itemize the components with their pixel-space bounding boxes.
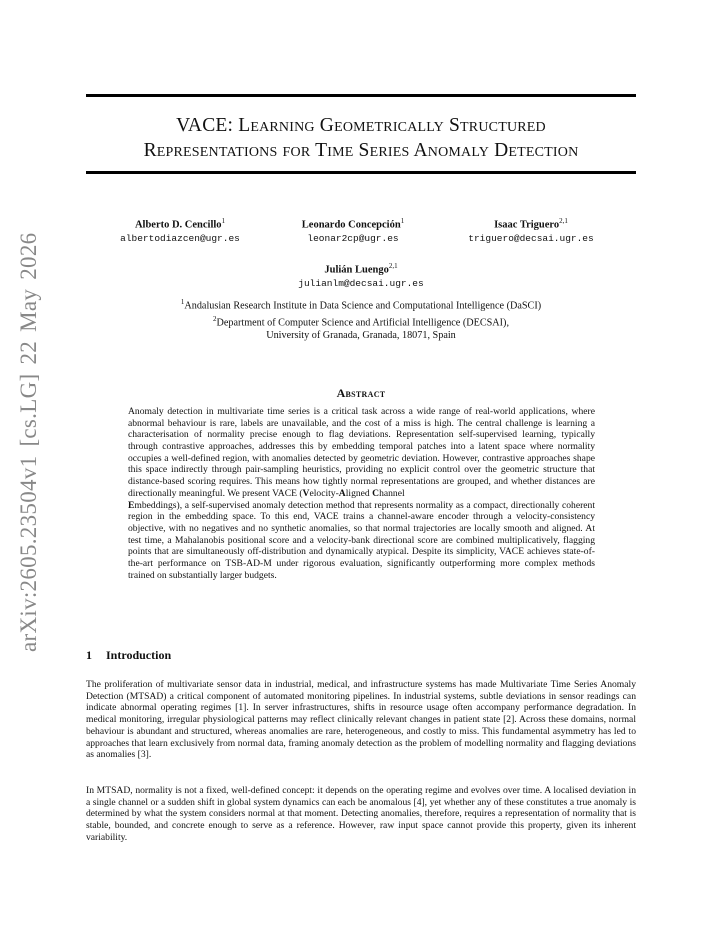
affiliation-3: University of Granada, Granada, 18071, Spain bbox=[266, 329, 456, 341]
title-top-rule bbox=[86, 94, 636, 97]
abstract-body: Anomaly detection in multivariate time series is a critical task across a wide range of real-world applications, where abnormal behaviour is rare, labels are unavailable, and the cost of a miss is high. The central challenge is learning a characterisation of normality precise enough to flag deviations. Representation self-supervised learning, typically through contrastive approaches, addresses this by embedding temporal patches into a latent space where normality occupies a well-defined region, with anomalies detected by geometric deviation. However, contrastive approaches shape this space indirectly through pair-sampling heuristics, providing no explicit control over the geometric structure that distance-based scoring requires. This means how tightly normal representations are grouped, and whether distances are directionally meaningful. We present VACE (Velocity-Aligned Channel Embeddings), a self-supervised anomaly detection method that represents normality as a compact, directionally coherent region in the embedding space. To this end, VACE trains a channel-aware encoder through a velocity-consistency objective, with no negatives and no synthetic anomalies, so that normal trajectories are locally smooth and aligned. At test time, a Mahalanobis positional score and a velocity-bank directional score are combined multiplicatively, flagging points that are simultaneously off-distribution and dynamically atypical. Despite its simplicity, VACE achieves state-of-the-art performance on TSB-AD-M under rigorous evaluation, significantly outperforming more complex methods trained on substantially larger budgets. bbox=[128, 406, 595, 581]
author-name: Leonardo Concepción bbox=[301, 219, 401, 231]
author-email: albertodiazcen@ugr.es bbox=[120, 232, 240, 244]
author-name: Alberto D. Cencillo bbox=[134, 219, 222, 231]
author-4 bbox=[281, 260, 441, 290]
body-paragraph: The proliferation of multivariate sensor data in industrial, medical, and infrastructure systems has made Multivariate Time Series Anomaly Detection (MTSAD) a critical component of automated monitoring pipelines. In industrial systems, subtle deviations in sensor readings can indicate abnormal operating regimes [1]. In server infrastructures, shifts in resource usage often accompany performance degradation. In medical monitoring, irregular physiological patterns may reflect clinically relevant changes in patient state [2]. Across these domains, normal behaviour is abundant and structured, whereas anomalies are rare, heterogeneous, and costly to miss. This fundamental asymmetry has led to approaches that learn exclusively from normal data, framing anomaly detection as the problem of modelling normality and flagging deviations as anomalies [3]. bbox=[86, 679, 636, 761]
author-3 bbox=[456, 215, 606, 245]
author-email: julianlm@decsai.ugr.es bbox=[298, 277, 424, 289]
affiliations bbox=[86, 296, 636, 342]
section-title: Introduction bbox=[106, 648, 172, 662]
title-line-2: Representations for Time Series Anomaly Detection bbox=[143, 140, 579, 161]
affiliation-2: $^2$Department of Computer Science and Artificial Intelligence (DECSAI), bbox=[212, 314, 509, 329]
affiliation-1: $^1$Andalusian Research Institute in Data Science and Computational Intelligence (DaSCI) bbox=[180, 298, 542, 312]
author-affil-mark: 2,1 bbox=[388, 262, 398, 270]
abstract-heading: Abstract bbox=[336, 386, 386, 400]
body-paragraph: In MTSAD, normality is not a fixed, well-defined concept: it depends on the operating regime and evolves over time. A localised deviation in a single channel or a sudden shift in global system dynamics can each be anomalous [4], yet whether any of these constitutes a true anomaly is determined by what the system considers normal at that moment. Detecting anomalies, therefore, requires a representation of normality that is stable, bounded, and concrete enough to serve as a reference. However, raw input space cannot provide this property, given its inherent variability. bbox=[86, 785, 636, 843]
author-email: triguero@decsai.ugr.es bbox=[468, 232, 594, 244]
title-line-1: VACE: Learning Geometrically Structured bbox=[176, 115, 546, 136]
author-name: Isaac Triguero bbox=[494, 219, 560, 231]
author-affil-mark: 1 bbox=[400, 217, 405, 225]
paper-title bbox=[86, 113, 636, 163]
author-email: leonar2cp@ugr.es bbox=[307, 232, 399, 244]
author-1 bbox=[120, 215, 240, 245]
section-heading-introduction bbox=[86, 648, 171, 663]
title-bottom-rule bbox=[86, 171, 636, 174]
author-affil-mark: 2,1 bbox=[559, 217, 568, 225]
author-2 bbox=[288, 215, 418, 245]
section-number: 1 bbox=[86, 648, 92, 662]
author-affil-mark: 1 bbox=[221, 217, 226, 225]
author-name: Julián Luengo bbox=[324, 264, 389, 276]
arxiv-stamp: arXiv:2605.23504v1 [cs.LG] 22 May 2026 bbox=[16, 232, 41, 652]
